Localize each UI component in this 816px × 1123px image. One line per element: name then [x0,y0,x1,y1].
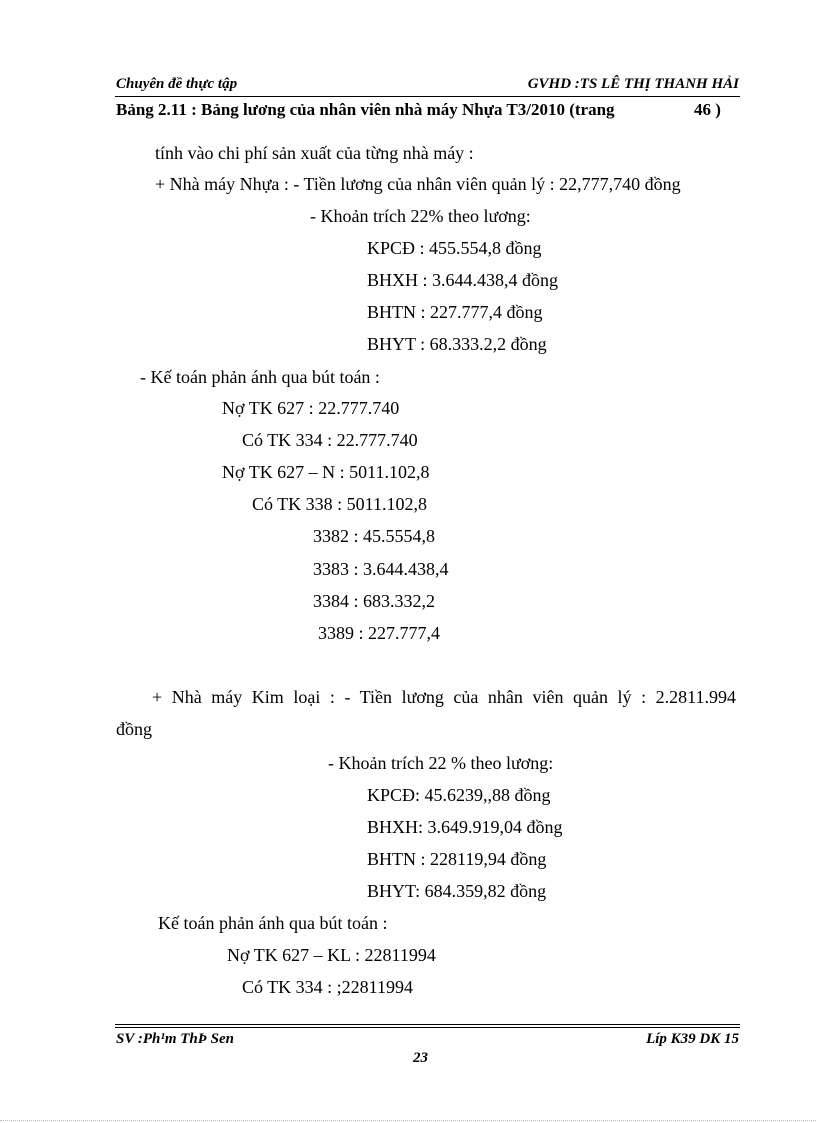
nhua-account-3383: 3383 : 3.644.438,4 [313,559,449,579]
nhua-debit-627: Nợ TK 627 : 22.777.740 [222,398,400,418]
header-rule [115,96,740,97]
header-right: GVHD :TS LÊ THỊ THANH HẢI [527,76,739,92]
nhua-debit-627-n: Nợ TK 627 – N : 5011.102,8 [222,462,430,482]
kimloai-salary-line: + Nhà máy Kim loại : - Tiền lương của nhân viên quản lý : 2.2811.994 [152,687,736,707]
nhua-bhtn: BHTN : 227.777,4 đồng [367,302,543,322]
nhua-account-3389: 3389 : 227.777,4 [318,623,441,643]
page-number: 23 [413,1050,428,1066]
page-bottom-edge [0,1120,816,1121]
header-left: Chuyên đề thực tập [116,76,238,92]
footer-left: SV :Ph¹m ThÞ Sen [116,1031,235,1047]
kimloai-salary-line-cont: đồng [116,719,152,739]
nhua-salary-line: + Nhà máy Nhựa : - Tiền lương của nhân viên quản lý : 22,777,740 đồng [155,174,681,194]
kimloai-bhxh: BHXH: 3.649.919,04 đồng [367,817,563,837]
nhua-bhyt: BHYT : 68.333.2,2 đồng [367,334,547,354]
nhua-deduction-heading: - Khoản trích 22% theo lương: [310,206,531,226]
kimloai-deduction-heading: - Khoản trích 22 % theo lương: [328,753,554,773]
footer-rule-bottom [115,1027,740,1028]
table-page: 46 ) [694,100,721,119]
intro-text: tính vào chi phí sản xuất của từng nhà máy : [155,143,474,163]
nhua-bhxh: BHXH : 3.644.438,4 đồng [367,270,559,290]
footer-right: Líp K39 DK 15 [646,1031,739,1047]
kimloai-accounting-heading: Kế toán phản ánh qua bút toán : [158,913,388,933]
footer-rule-top [115,1024,740,1025]
nhua-kpcd: KPCĐ : 455.554,8 đồng [367,238,542,258]
kimloai-credit-334: Có TK 334 : ;22811994 [242,977,414,997]
kimloai-kpcd: KPCĐ: 45.6239,,88 đồng [367,785,551,805]
nhua-credit-334: Có TK 334 : 22.777.740 [242,430,418,450]
nhua-credit-338: Có TK 338 : 5011.102,8 [252,494,428,514]
nhua-account-3384: 3384 : 683.332,2 [313,591,436,611]
kimloai-bhtn: BHTN : 228119,94 đồng [367,849,547,869]
kimloai-bhyt: BHYT: 684.359,82 đồng [367,881,547,901]
table-title: Bảng 2.11 : Bảng lương của nhân viên nhà máy Nhựa T3/2010 (trang [116,100,615,119]
nhua-account-3382: 3382 : 45.5554,8 [313,526,436,546]
kimloai-debit-627-kl: Nợ TK 627 – KL : 22811994 [227,945,436,965]
nhua-accounting-heading: - Kế toán phản ánh qua bút toán : [140,367,380,387]
